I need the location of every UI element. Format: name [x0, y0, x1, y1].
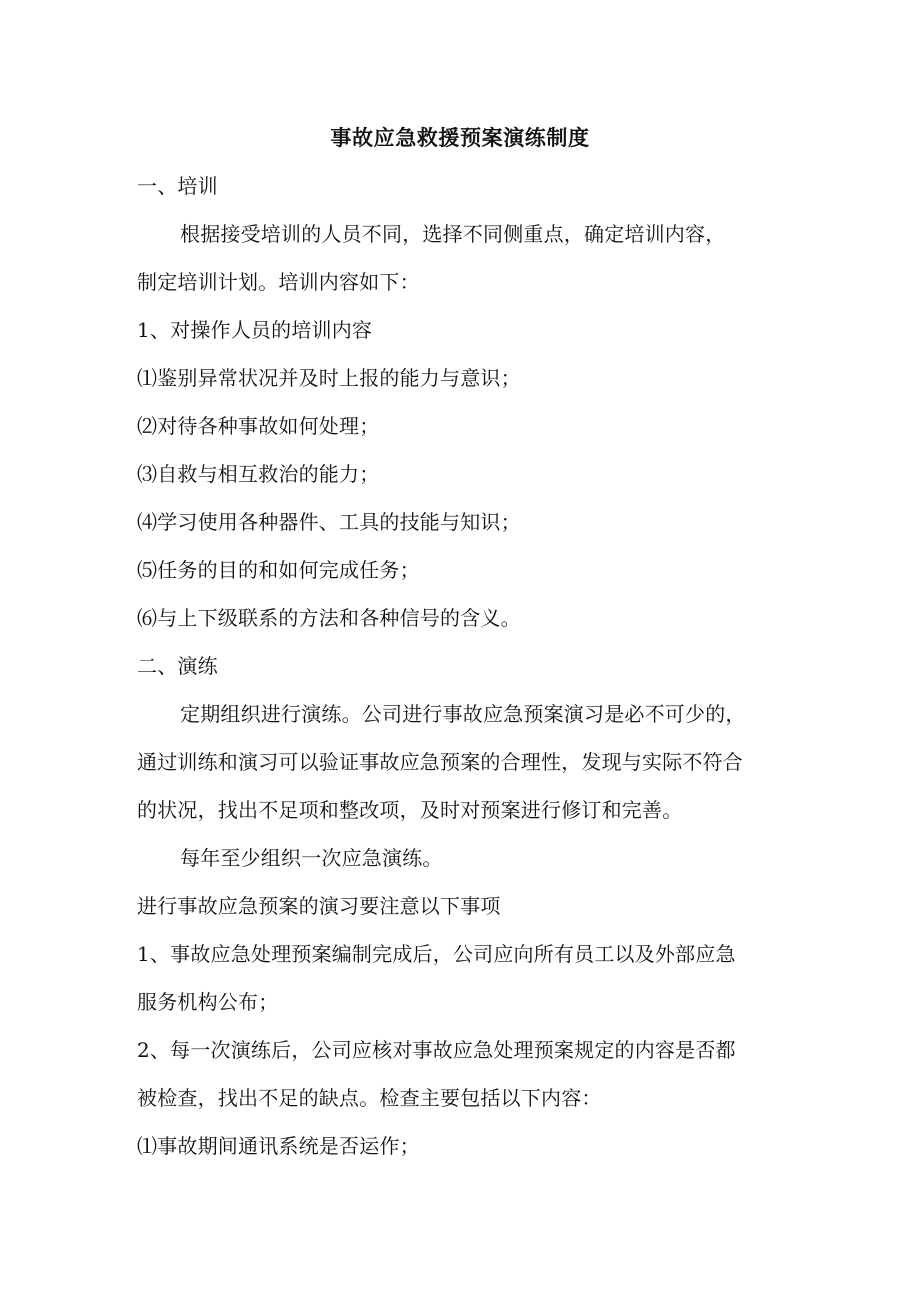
training-intro-line-1: 根据接受培训的人员不同，选择不同侧重点，确定培训内容，	[180, 222, 726, 246]
drill-paragraph-line-2: 通过训练和演习可以验证事故应急预案的合理性，发现与实际不符合	[137, 750, 743, 774]
document-title: 事故应急救援预案演练制度	[330, 126, 590, 150]
section-heading-drill: 二、演练	[137, 654, 218, 678]
operator-item-2: ⑵对待各种事故如何处理；	[137, 414, 380, 438]
operator-item-5: ⑸任务的目的和如何完成任务；	[137, 558, 420, 582]
notes-heading: 进行事故应急预案的演习要注意以下事项	[137, 894, 501, 918]
note-2-line-1: 2、每一次演练后，公司应核对事故应急处理预案规定的内容是否都	[137, 1038, 736, 1062]
operator-training-heading: 1、对操作人员的培训内容	[137, 318, 373, 342]
training-intro-line-2: 制定培训计划。培训内容如下：	[137, 270, 420, 294]
note-1-line-2: 服务机构公布；	[137, 990, 279, 1014]
operator-item-1: ⑴鉴别异常状况并及时上报的能力与意识；	[137, 366, 521, 390]
note-1-line-1: 1、事故应急处理预案编制完成后，公司应向所有员工以及外部应急	[137, 942, 736, 966]
drill-frequency-text: 每年至少组织一次应急演练。	[180, 846, 443, 870]
operator-item-3: ⑶自救与相互救治的能力；	[137, 462, 380, 486]
note-2-line-2: 被检查，找出不足的缺点。检查主要包括以下内容：	[137, 1086, 602, 1110]
drill-paragraph-line-3: 的状况，找出不足项和整改项，及时对预案进行修订和完善。	[137, 798, 683, 822]
drill-paragraph-line-1: 定期组织进行演练。公司进行事故应急预案演习是必不可少的，	[180, 702, 746, 726]
operator-item-4: ⑷学习使用各种器件、工具的技能与知识；	[137, 510, 521, 534]
section-heading-training: 一、培训	[137, 174, 218, 198]
check-item-1: ⑴事故期间通讯系统是否运作；	[137, 1134, 420, 1158]
operator-item-6: ⑹与上下级联系的方法和各种信号的含义。	[137, 606, 521, 630]
